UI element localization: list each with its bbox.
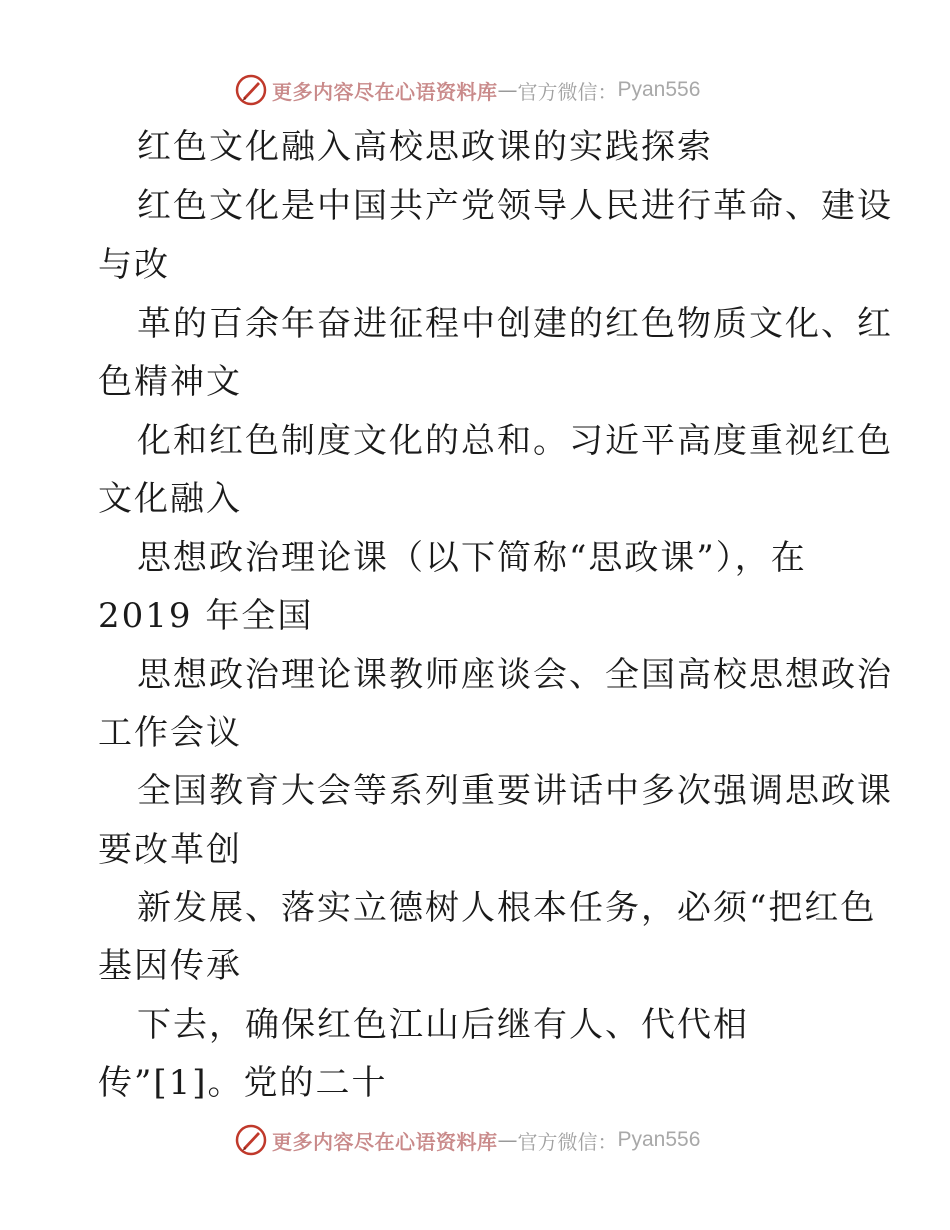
- watermark-wechat-id: Pyan556: [617, 1128, 701, 1151]
- quill-logo-icon: [234, 73, 268, 107]
- body-line-7: 思想政治理论课（以下简称“思政课”），在: [137, 538, 807, 578]
- body-line-8: 2019 年全国: [98, 596, 314, 636]
- body-line-13: 新发展、落实立德树人根本任务，必须“把红色: [137, 888, 877, 928]
- body-line-4: 色精神文: [98, 362, 242, 402]
- body-line-5: 化和红色制度文化的总和。习近平高度重视红色: [137, 421, 893, 461]
- body-line-1: 红色文化是中国共产党领导人民进行革命、建设: [137, 186, 893, 226]
- body-line-3: 革的百余年奋进征程中创建的红色物质文化、红: [137, 304, 893, 344]
- body-line-14: 基因传承: [98, 946, 242, 986]
- body-line-11: 全国教育大会等系列重要讲话中多次强调思政课: [137, 771, 893, 811]
- document-title: 红色文化融入高校思政课的实践探索: [137, 127, 713, 167]
- watermark-wechat-label: 官方微信：: [517, 1129, 618, 1154]
- body-line-12: 要改革创: [98, 830, 242, 870]
- body-line-10: 工作会议: [98, 713, 242, 753]
- watermark-wechat-label: 官方微信：: [517, 79, 618, 104]
- body-line-16: 传”[1]。党的二十: [98, 1063, 388, 1103]
- watermark-main-text: 更多内容尽在心语资料库: [272, 79, 498, 104]
- body-line-2: 与改: [98, 245, 170, 285]
- body-line-9: 思想政治理论课教师座谈会、全国高校思想政治: [137, 655, 893, 695]
- watermark-header: [234, 72, 700, 108]
- watermark-dash: —: [497, 78, 518, 102]
- watermark-wechat-id: Pyan556: [617, 78, 701, 101]
- watermark-footer: [234, 1122, 700, 1158]
- watermark-dash: —: [497, 1128, 518, 1152]
- body-line-15: 下去，确保红色江山后继有人、代代相: [137, 1005, 749, 1045]
- watermark-main-text: 更多内容尽在心语资料库: [272, 1129, 498, 1154]
- quill-logo-icon: [234, 1123, 268, 1157]
- body-line-6: 文化融入: [98, 479, 242, 519]
